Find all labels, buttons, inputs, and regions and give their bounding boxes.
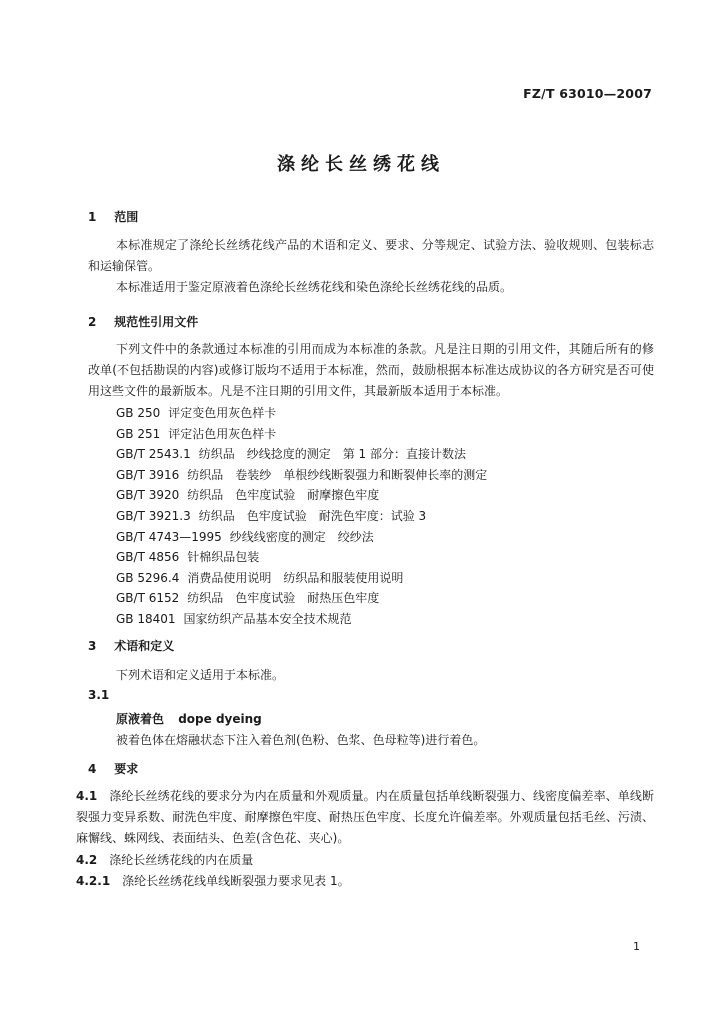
term-chinese: 原液着色 — [116, 712, 165, 726]
section-title: 规范性引用文件 — [114, 315, 199, 329]
reference-item: GB/T 3916 纺织品 卷装纱 单根纱线断裂强力和断裂伸长率的测定 — [116, 467, 488, 482]
reference-item: GB/T 3921.3 纺织品 色牢度试验 耐洗色牢度：试验 3 — [116, 508, 427, 523]
section-1-heading — [88, 208, 138, 225]
section-number: 2 — [88, 315, 97, 329]
reference-item: GB/T 3920 纺织品 色牢度试验 耐摩擦色牢度 — [116, 488, 380, 503]
reference-item: GB/T 6152 纺织品 色牢度试验 耐热压色牢度 — [116, 591, 380, 606]
section-2-heading — [88, 313, 198, 330]
section-number: 4 — [88, 762, 97, 776]
clause-text: 涤纶长丝绣花线的要求分为内在质量和外观质量。内在质量包括单线断裂强力、线密度偏差率、单线断裂强力变异系数、耐洗色牢度、耐摩擦色牢度、耐热压色牢度、长度允许偏差率。外观质量包括毛丝、污渍、麻懈线、蛛网线、表面结头、色差(含色花、夹心)。 — [76, 789, 654, 845]
clause-4-2 — [76, 851, 253, 868]
term-definition: 被着色体在熔融状态下注入着色剂(色粉、色浆、色母粒等)进行着色。 — [116, 733, 486, 747]
document-title: 涤纶长丝绣花线 — [277, 154, 445, 175]
section-3-heading — [88, 637, 174, 654]
clause-text: 涤纶长丝绣花线单线断裂强力要求见表 1。 — [122, 874, 350, 888]
reference-item: GB/T 2543.1 纺织品 纱线捻度的测定 第 1 部分：直接计数法 — [116, 447, 466, 462]
section-4-heading — [88, 760, 138, 777]
clause-text: 涤纶长丝绣花线的内在质量 — [109, 853, 254, 867]
section-title: 范围 — [114, 210, 139, 224]
clause-4-2-1 — [76, 872, 350, 889]
section-1-paragraph-2: 本标准适用于鉴定原液着色涤纶长丝绣花线和染色涤纶长丝绣花线的品质。 — [116, 280, 513, 294]
normative-reference-list — [116, 403, 487, 630]
clause-4-1 — [76, 786, 654, 849]
reference-item: GB 5296.4 消费品使用说明 纺织品和服装使用说明 — [116, 570, 404, 585]
page-number: 1 — [633, 940, 640, 953]
section-number: 3 — [88, 639, 97, 653]
standard-code: FZ/T 63010—2007 — [523, 86, 652, 101]
section-2-paragraph-1: 下列文件中的条款通过本标准的引用而成为本标准的条款。凡是注日期的引用文件，其随后所有的修改单(不包括勘误的内容)或修订版均不适用于本标准，然而，鼓励根据本标准达成协议的各方研究是否可使用这些文件的最新版本。凡是不注日期的引用文件，其最新版本适用于本标准。 — [88, 342, 654, 398]
section-title: 要求 — [114, 762, 139, 776]
section-1-paragraph-1: 本标准规定了涤纶长丝绣花线产品的术语和定义、要求、分等规定、试验方法、验收规则、包装标志和运输保管。 — [88, 238, 654, 273]
reference-item: GB 18401 国家纺织产品基本安全技术规范 — [116, 611, 352, 626]
reference-item: GB/T 4856 针棉织品包装 — [116, 550, 260, 565]
clause-number: 4.2.1 — [76, 874, 111, 888]
term-english: dope dyeing — [178, 712, 262, 726]
clause-number: 4.2 — [76, 853, 98, 867]
reference-item: GB/T 4743—1995 纱线线密度的测定 绞纱法 — [116, 529, 374, 544]
section-number: 1 — [88, 210, 97, 224]
section-title: 术语和定义 — [114, 639, 175, 653]
section-3-paragraph-1: 下列术语和定义适用于本标准。 — [116, 668, 285, 682]
reference-item: GB 251 评定沾色用灰色样卡 — [116, 426, 277, 441]
term-entry — [116, 710, 262, 727]
clause-3-1-number: 3.1 — [88, 688, 110, 702]
clause-number: 4.1 — [76, 789, 98, 803]
reference-item: GB 250 评定变色用灰色样卡 — [116, 406, 277, 420]
